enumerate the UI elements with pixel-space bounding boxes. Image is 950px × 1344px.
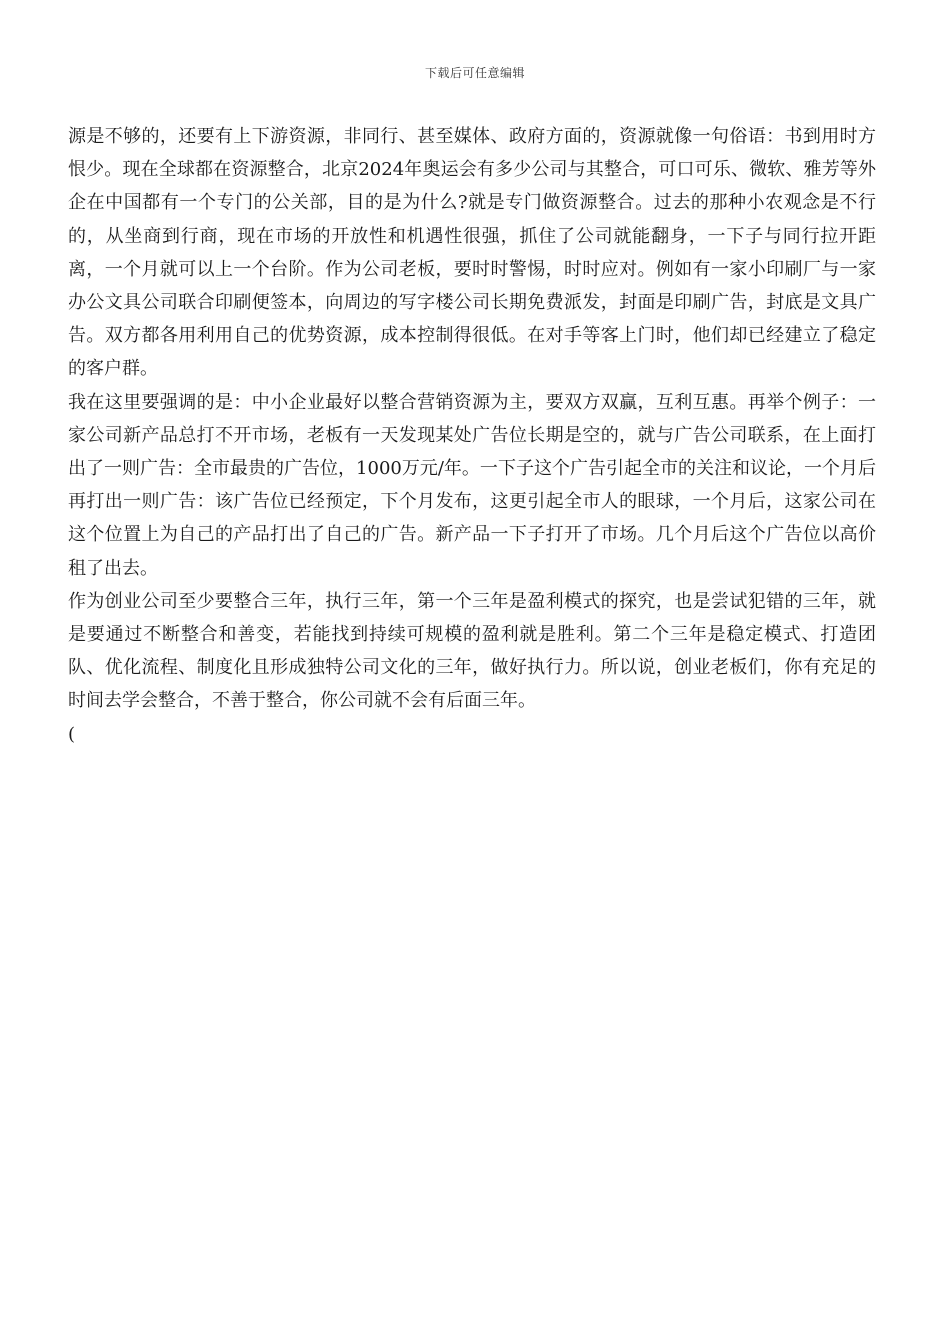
paragraph-2: 我在这里要强调的是：中小企业最好以整合营销资源为主，要双方双赢，互利互惠。再举个例子：一家公司新产品总打不开市场，老板有一天发现某处广告位长期是空的，就与广告公司联系，在上面打出了一则广告：全市最贵的广告位，1000万元/年。一下子这个广告引起全市的关注和议论，一个月后再打出一则广告：该广告位已经预定，下个月发布，这更引起全市人的眼球，一个月后，这家公司在这个位置上为自己的产品打出了自己的广告。新产品一下子打开了市场。几个月后这个广告位以高价租了出去。: [68, 391, 876, 579]
document-body: [68, 120, 876, 751]
paragraph-1: 源是不够的，还要有上下游资源，非同行、甚至媒体、政府方面的，资源就像一句俗语：书到用时方恨少。现在全球都在资源整合，北京2024年奥运会有多少公司与其整合，可口可乐、微软、雅芳等外企在中国都有一个专门的公关部，目的是为什么?就是专门做资源整合。过去的那种小农观念是不行的，从坐商到行商，现在市场的开放性和机遇性很强，抓住了公司就能翻身，一下子与同行拉开距离，一个月就可以上一个台阶。作为公司老板，要时时警惕，时时应对。例如有一家小印刷厂与一家办公文具公司联合印刷便签本，向周边的写字楼公司长期免费派发，封面是印刷广告，封底是文具广告。双方都各用利用自己的优势资源，成本控制得很低。在对手等客上门时，他们却已经建立了稳定的客户群。: [68, 126, 876, 380]
paragraph-4: (: [68, 723, 76, 745]
page-header: 下载后可任意编辑: [424, 66, 525, 80]
paragraph-3: 作为创业公司至少要整合三年，执行三年，第一个三年是盈利模式的探究，也是尝试犯错的三年，就是要通过不断整合和善变，若能找到持续可规模的盈利就是胜利。第二个三年是稳定模式、打造团队、优化流程、制度化且形成独特公司文化的三年，做好执行力。所以说，创业老板们，你有充足的时间去学会整合，不善于整合，你公司就不会有后面三年。: [68, 590, 876, 712]
